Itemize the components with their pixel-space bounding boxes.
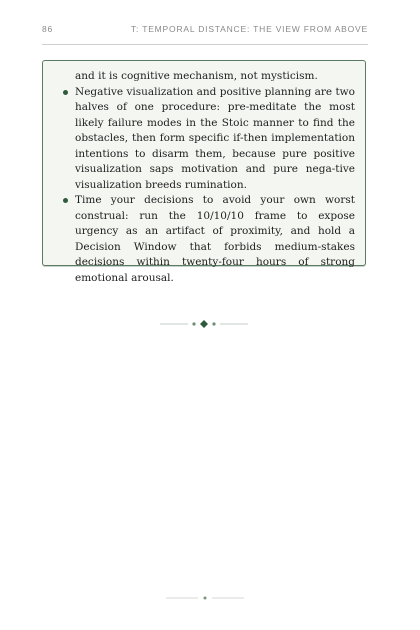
callout-continuation: and it is cognitive mechanism, not mysticism. — [75, 70, 318, 82]
header-rule — [42, 44, 368, 45]
callout-bullet-item — [57, 85, 355, 194]
dot-ornament-icon — [166, 593, 244, 603]
running-header — [42, 22, 368, 36]
bullet-dot-icon — [63, 90, 68, 95]
callout-box — [42, 60, 366, 284]
page-number: 86 — [42, 24, 54, 34]
callout-bullet-text: Time your decisions to avoid your own worst construal: run the 10/10/10 frame to expose urgency as an artifact of proximity, and hold a Decision Window that forbids medium-stakes decisions within twenty-four hours of strong emotional arousal. — [75, 194, 355, 284]
diamond-ornament-icon — [160, 318, 248, 330]
callout-bullet-item — [57, 193, 355, 286]
bullet-dot-icon — [63, 198, 68, 203]
running-title: T: TEMPORAL DISTANCE: THE VIEW FROM ABOVE — [131, 24, 368, 34]
callout-bullet-text: Negative visualization and positive planning are two halves of one procedure: pre-meditate the most likely failure modes in the Stoic manner to find the obstacles, then form specific if-then implementation intentions to disarm them, because pure positive visualization saps motivation and pure nega-tive visualization breeds rumination. — [75, 85, 355, 191]
